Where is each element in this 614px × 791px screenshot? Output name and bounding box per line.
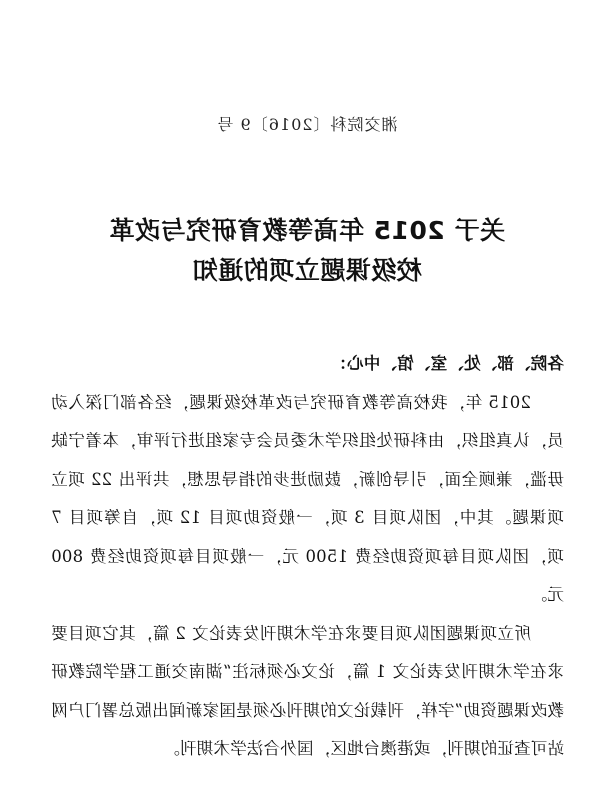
salutation: 各院、部、处、室、馆、中心： — [330, 354, 564, 373]
document-number: 湘交院科〔2016〕9 号 — [216, 115, 398, 134]
title-line-2: 校级课题立项的通知 — [192, 256, 422, 285]
paragraph-1: 2015 年，我校高等教育研究与改革校级课题，经各部门深入动员，认真组织，由科研处组织学术委员会专家组进行评审，本着宁缺毋滥，兼顾全面，引导创新，鼓励进步的指导思想，共评出 22 项立项课题。其中，团队项目 3 项，一般资助项目 12 项，自筹项目 7 项，团队项目每项资助经费 1500 元，一般项目每项资助经费 800 元。 — [51, 392, 564, 604]
paragraph-2: 所立项课题团队项目要求在学术期刊发表论文 2 篇，其它项目要求在学术期刊发表论文 1 篇，论文必须标注“湖南交通工程学院教研教改课题资助”字样，刊载论文的期刊必须是国家新闻出版总署门户网站可查证的期刊，或港澳台地区，国外合法学术期刊。 — [51, 623, 564, 758]
document-body — [51, 345, 564, 769]
title-line-1: 关于 2015 年高等教育研究与改革 — [109, 216, 505, 245]
document-title — [0, 211, 614, 291]
